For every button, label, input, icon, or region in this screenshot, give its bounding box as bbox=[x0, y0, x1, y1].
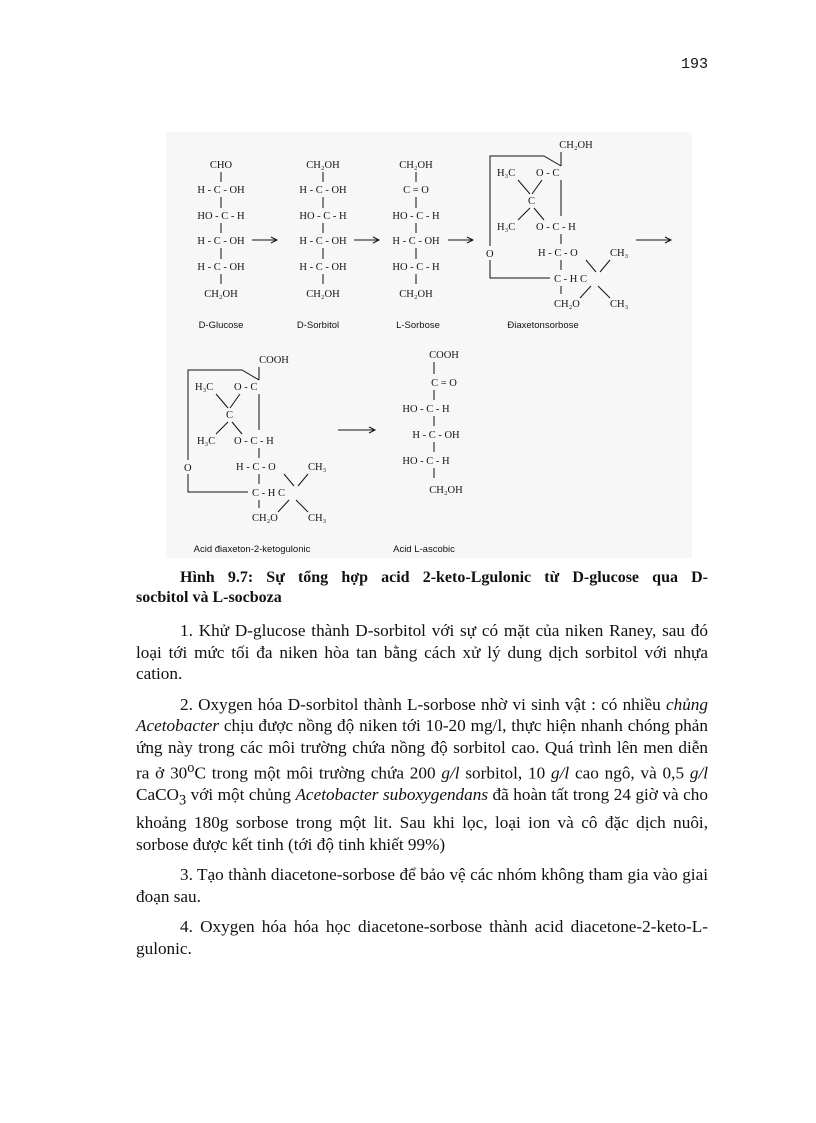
ascorbic-row-5: CH₂OH bbox=[429, 485, 463, 496]
caption-line-2: socbitol và L-socboza bbox=[136, 589, 282, 606]
p2-italic-2: g/l bbox=[441, 763, 460, 783]
p2-italic-1: chủng Acetobacter bbox=[136, 694, 708, 735]
ascorbic-row-4: HO - C - H bbox=[402, 456, 450, 467]
diax-h3c-1: H₃C bbox=[497, 168, 516, 179]
paragraph-1: 1. Khử D-glucose thành D-sorbitol với sự có mặt của niken Raney, sau đó loại tới mức tối đa niken hòa tan bằng cách xử lý dung dịch sorbitol với nhựa cation. bbox=[136, 621, 708, 683]
acid-diax-h3c-2: H₃C bbox=[197, 436, 216, 447]
sorbitol-row-0: CH₂OH bbox=[306, 160, 340, 171]
acid-diax-o-c-h: O - C - H bbox=[234, 436, 274, 447]
p2-italic-5: Acetobacter suboxygendans bbox=[295, 785, 489, 805]
paragraph-3: 3. Tạo thành diacetone-sorbose để bảo vệ các nhóm không tham gia vào giai đoạn sau. bbox=[136, 865, 708, 906]
sorbitol-row-1: H - C - OH bbox=[299, 185, 347, 196]
p2-part-d: sorbitol, 10 bbox=[459, 763, 551, 783]
ascorbic-row-2: HO - C - H bbox=[402, 404, 450, 415]
acid-diax-o-ring: O bbox=[184, 463, 192, 474]
diaxetonsorbose-label: Điaxetonsorbose bbox=[507, 320, 579, 331]
diax-top: CH₂OH bbox=[559, 140, 593, 151]
diaxetonsorbose-structure bbox=[486, 140, 629, 331]
figure-9-7 bbox=[166, 132, 692, 558]
sorbose-row-3: H - C - OH bbox=[392, 236, 440, 247]
diax-ch3-1: CH₃ bbox=[610, 248, 629, 259]
diax-c-h-c: C - H C bbox=[554, 274, 587, 285]
glucose-row-1: H - C - OH bbox=[197, 185, 245, 196]
acid-diax-h3c-1: H₃C bbox=[195, 382, 214, 393]
glucose-row-3: H - C - OH bbox=[197, 236, 245, 247]
sorbitol-row-3: H - C - OH bbox=[299, 236, 347, 247]
acid-diax-h-c-o: H - C - O bbox=[236, 462, 276, 473]
ascorbic-row-0: COOH bbox=[429, 350, 459, 361]
acid-diax-o-c: O - C bbox=[234, 382, 258, 393]
ascorbic-row-1: C = O bbox=[431, 378, 457, 389]
diax-o-ring: O bbox=[486, 249, 494, 260]
glucose-structure bbox=[197, 160, 245, 331]
paragraph-4: 4. Oxygen hóa hóa học diacetone-sorbose thành acid diacetone-2-keto-L-gulonic. bbox=[136, 917, 708, 958]
sorbitol-structure bbox=[297, 160, 347, 331]
page-number: 193 bbox=[680, 56, 708, 73]
diax-o-c: O - C bbox=[536, 168, 560, 179]
sorbose-label: L-Sorbose bbox=[396, 320, 440, 331]
diax-ch3-2: CH₃ bbox=[610, 299, 629, 310]
figure-caption bbox=[136, 568, 708, 608]
sorbose-row-0: CH₂OH bbox=[399, 160, 433, 171]
diax-h-c-o: H - C - O bbox=[538, 248, 578, 259]
acid-diax-ch2o: CH₂O bbox=[252, 513, 278, 524]
p2-italic-3: g/l bbox=[551, 763, 570, 783]
diax-ch2o: CH₂O bbox=[554, 299, 580, 310]
chemical-reaction-diagram bbox=[166, 132, 692, 558]
acid-diax-ch3-2: CH₃ bbox=[308, 513, 327, 524]
sorbose-row-5: CH₂OH bbox=[399, 289, 433, 300]
p2-part-h: đã hoàn tất trong 24 giờ và cho khoảng 180g sorbose trong một lit. Sau khi lọc, loại ion và cô đặc dịch nuôi, sorbose được kết tinh (tới độ tinh khiết 99%) bbox=[136, 785, 708, 854]
p2-part-e: cao ngô, và 0,5 bbox=[569, 763, 690, 783]
acid-diaxeton-label: Acid điaxeton-2-ketogulonic bbox=[193, 544, 311, 555]
p2-part-f: CaCO bbox=[136, 785, 179, 805]
sorbose-row-4: HO - C - H bbox=[392, 262, 440, 273]
p2-part-c: C trong một môi trường chứa 200 bbox=[194, 763, 442, 783]
sorbitol-row-2: HO - C - H bbox=[299, 211, 347, 222]
p2-part-b: chịu được nồng độ niken tới 10-20 mg/l, thực hiện nhanh chóng phản ứng này trong các môi trường chứa nồng độ sorbitol cao. Quá trình lên men diễn ra ở 30 bbox=[136, 716, 708, 783]
acid-diax-top: COOH bbox=[259, 355, 289, 366]
p2-subscript: 3 bbox=[178, 792, 187, 809]
acid-diaxeton-structure bbox=[184, 355, 327, 555]
p2-part-a: 2. Oxygen hóa D-sorbitol thành L-sorbose nhờ vi sinh vật : có nhiều bbox=[180, 694, 666, 714]
glucose-row-0: CHO bbox=[209, 160, 233, 171]
glucose-row-2: HO - C - H bbox=[197, 211, 245, 222]
body-text bbox=[136, 620, 708, 968]
sorbitol-row-5: CH₂OH bbox=[306, 289, 340, 300]
sorbitol-row-4: H - C - OH bbox=[299, 262, 347, 273]
sorbose-row-1: C = O bbox=[403, 185, 429, 196]
p2-part-g: với một chủng bbox=[186, 785, 296, 805]
ascorbic-row-3: H - C - OH bbox=[412, 430, 460, 441]
sorbitol-label: D-Sorbitol bbox=[296, 320, 340, 331]
glucose-label: D-Glucose bbox=[198, 320, 244, 331]
paragraph-2 bbox=[136, 694, 708, 856]
acid-diax-ch3-1: CH₃ bbox=[308, 462, 327, 473]
ascorbic-label: Acid L-ascobic bbox=[393, 544, 455, 555]
acid-diax-c-h-c: C - H C bbox=[252, 488, 285, 499]
sorbose-row-2: HO - C - H bbox=[392, 211, 440, 222]
ascorbic-structure bbox=[393, 350, 463, 555]
glucose-row-4: H - C - OH bbox=[197, 262, 245, 273]
sorbose-structure bbox=[392, 160, 440, 331]
diax-h3c-2: H₃C bbox=[497, 222, 516, 233]
acid-diax-c-center: C bbox=[226, 410, 234, 421]
diax-o-c-h: O - C - H bbox=[536, 222, 576, 233]
p2-italic-4: g/l bbox=[689, 763, 709, 783]
diax-c-center: C bbox=[528, 196, 536, 207]
glucose-row-5: CH₂OH bbox=[204, 289, 238, 300]
caption-line-1: Hình 9.7: Sự tổng hợp acid 2-keto-Lgulonic từ D-glucose qua D- bbox=[180, 569, 708, 586]
p2-degree: o bbox=[187, 760, 195, 776]
